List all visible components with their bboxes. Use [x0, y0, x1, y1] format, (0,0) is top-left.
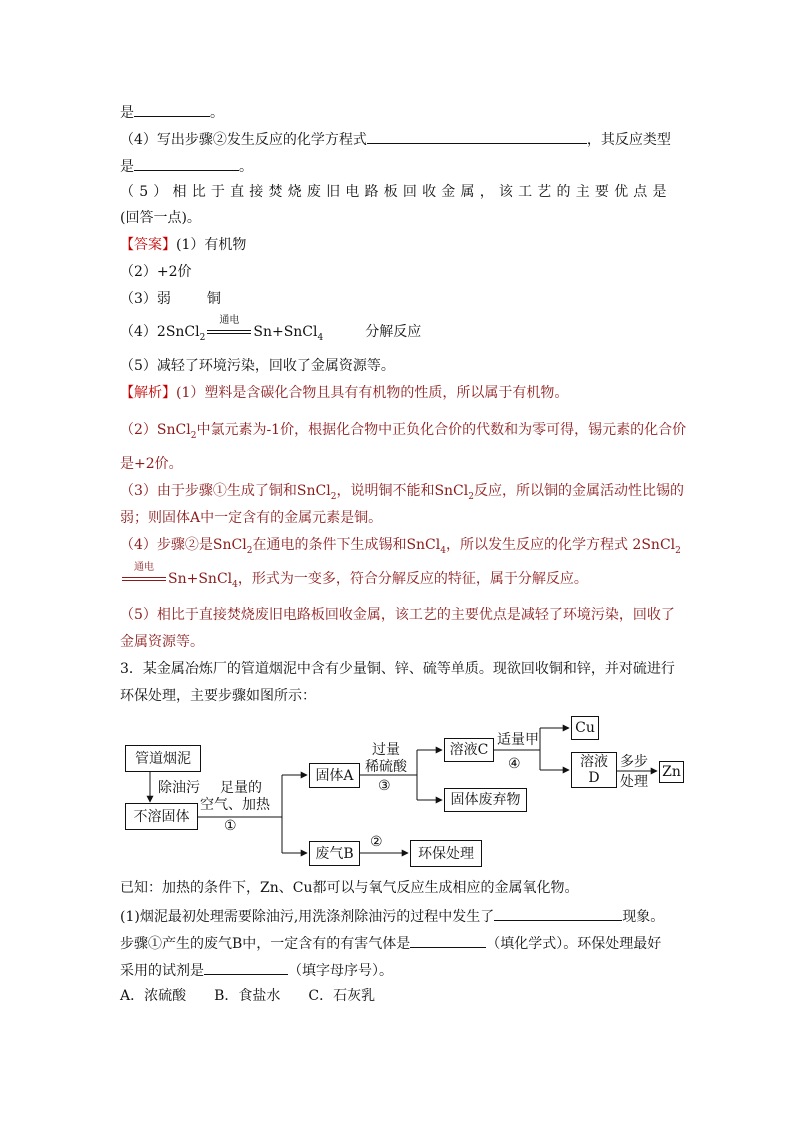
options-line: A．浓硫酸 B．食盐水 C．石灰乳 [120, 988, 376, 1004]
subscript: 4 [440, 545, 446, 556]
text: 是 [120, 105, 134, 121]
text: （3）弱 [120, 291, 171, 307]
subscript: 4 [317, 332, 324, 343]
text: ，形式为一变多，符合分解反应的特征，属于分解反应。 [237, 571, 588, 587]
answer-tag: 【答案】 [120, 237, 176, 253]
box-solid-a: 固体A [309, 763, 360, 788]
text: Sn+SnCl [253, 324, 318, 340]
text: （填化学式）。环保处理最好 [486, 936, 662, 952]
q3-intro-1: 3．某金属冶炼厂的管道烟泥中含有少量铜、锌、硫等单质。现欲回收铜和锌，并对硫进行 [120, 661, 675, 677]
answer-blank [494, 905, 622, 921]
subscript: 2 [199, 332, 206, 343]
text: （4）2SnCl [120, 324, 200, 340]
label-degrease: 除油污 [158, 780, 200, 796]
analysis-line-9: 金属资源等。 [120, 634, 204, 650]
text: (1)烟泥最初处理需要除油污,用洗涤剂除油污的过程中发生了 [120, 909, 495, 925]
text: 中氯元素为-1价，根据化合物中正负化合价的代数和为零可得，锡元素的化合价 [196, 422, 687, 438]
text: 反应，所以铜的金属活动性比锡的 [473, 483, 684, 499]
text: ，其反应类型 [586, 132, 671, 148]
text: （填字母序号）。 [288, 963, 393, 979]
analysis-line-3: 是+2价。 [120, 456, 183, 472]
text: ，所以发生反应的化学方程式 2SnCl [445, 537, 676, 553]
text: 溶液 [580, 754, 608, 770]
text: 步骤①产生的废气B中，一定含有的有害气体是 [120, 936, 411, 952]
box-solid-waste: 固体废弃物 [444, 788, 527, 812]
answer-line-2: （2）+2价 [120, 264, 192, 280]
text: D [588, 770, 600, 786]
q3-1-line-3 [120, 959, 393, 981]
box-env-treatment: 环保处理 [410, 840, 482, 867]
analysis-tag: 【解析】 [120, 385, 176, 401]
text: 采用的试剂是 [120, 963, 204, 979]
text: (1）有机物 [176, 237, 247, 253]
text: 铜 [206, 291, 221, 307]
text: 是 [120, 159, 134, 175]
q-line-4: （5）相比于直接焚烧废旧电路板回收金属，该工艺的主要优点是 [120, 184, 672, 200]
known-line: 已知：加热的条件下，Zn、Cu都可以与氧气反应生成相应的金属氧化物。 [120, 880, 579, 896]
answer-line-5: （5）减轻了环境污染，回收了金属资源等。 [120, 358, 395, 374]
box-solution-d [571, 752, 617, 788]
label-multi-1: 多步 [620, 754, 648, 770]
box-solution-c: 溶液C [444, 738, 494, 762]
text: （4）步骤②是SnCl [120, 537, 247, 553]
subscript: 4 [232, 579, 238, 590]
analysis-line-8: （5）相比于直接焚烧废旧电路板回收金属，该工艺的主要优点是减轻了环境污染，回收了 [120, 607, 675, 623]
label-step-1: ① [224, 818, 237, 834]
answer-blank [204, 959, 288, 975]
label-step-3: ③ [378, 778, 391, 794]
subscript: 2 [330, 491, 337, 502]
text: 分解反应 [365, 324, 422, 340]
label-step-4: ④ [508, 756, 521, 772]
condition-label: 通电 [219, 315, 240, 326]
box-waste-gas-b: 废气B [309, 841, 360, 866]
subscript: 2 [468, 491, 474, 502]
box-cu: Cu [571, 716, 599, 740]
subscript: 2 [246, 545, 253, 556]
q3-1-line-1 [120, 905, 664, 927]
subscript: 2 [190, 430, 197, 441]
text: 。 [210, 105, 224, 121]
subscript: 2 [675, 545, 681, 556]
label-reagent-a: 适量甲 [497, 732, 539, 748]
text: （3）由于步骤①生成了铜和SnCl [120, 483, 331, 499]
text: （4）写出步骤②发生反应的化学方程式 [120, 132, 367, 148]
q-line-5: (回答一点)。 [120, 210, 201, 226]
label-air-1: 足量的 [220, 780, 262, 796]
box-pipe-sludge: 管道烟泥 [125, 745, 201, 772]
q3-1-line-2 [120, 932, 661, 954]
label-air-2: 空气、加热 [200, 797, 270, 813]
analysis-line-5: 弱；则固体A中一定含有的金属元素是铜。 [120, 510, 383, 526]
box-zn: Zn [659, 761, 684, 783]
q3-intro-2: 环保处理，主要步骤如图所示： [120, 688, 316, 704]
text: （2）SnCl [120, 422, 191, 438]
label-step-2: ② [370, 834, 383, 850]
text: 现象。 [622, 909, 665, 925]
text: (1）塑料是含碳化合物且具有有机物的性质，所以属于有机物。 [176, 385, 569, 401]
text: 在通电的条件下生成锡和SnCl [252, 537, 441, 553]
text: ，说明铜不能和SnCl [336, 483, 469, 499]
text: 。 [239, 159, 253, 175]
answer-blank [410, 932, 486, 948]
label-acid-2: 稀硫酸 [365, 759, 407, 775]
box-insoluble-solid: 不溶固体 [125, 803, 198, 830]
label-acid-1: 过量 [372, 742, 400, 758]
text: Sn+SnCl [168, 571, 233, 587]
label-multi-2: 处理 [620, 774, 648, 790]
condition-label: 通电 [134, 562, 154, 573]
